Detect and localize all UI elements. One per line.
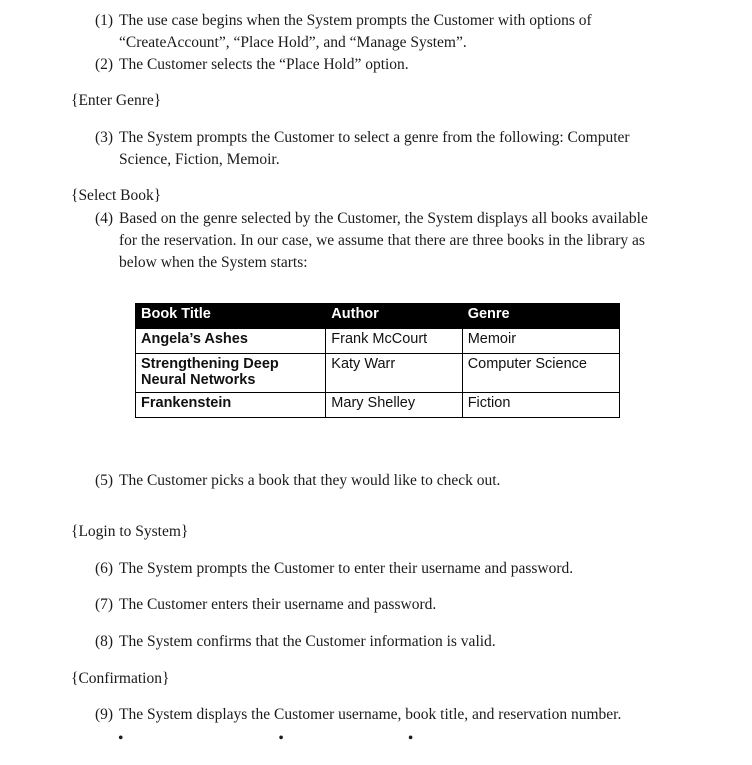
step-text-line: The use case begins when the System prompts the Customer with options of bbox=[119, 12, 592, 29]
step-number: (2) bbox=[95, 56, 114, 73]
step-text-line: The System prompts the Customer to enter their username and password. bbox=[119, 560, 574, 577]
step-number: (3) bbox=[95, 129, 114, 146]
step-5 bbox=[95, 470, 735, 492]
step-2 bbox=[95, 54, 735, 76]
step-text-line: The System confirms that the Customer information is valid. bbox=[119, 633, 496, 650]
cell-author: Katy Warr bbox=[326, 354, 462, 393]
step-text-line: The System displays the Customer username, book title, and reservation number. bbox=[119, 706, 622, 723]
step-6 bbox=[95, 558, 735, 580]
step-number: (8) bbox=[95, 633, 114, 650]
cell-genre: Fiction bbox=[462, 393, 619, 418]
step-text-line: Based on the genre selected by the Customer, the System displays all books available bbox=[119, 210, 648, 227]
cell-book-title: Strengthening Deep Neural Networks bbox=[136, 354, 326, 393]
step-number: (6) bbox=[95, 560, 114, 577]
section-heading-login: {Login to System} bbox=[71, 523, 189, 540]
step-4 bbox=[95, 208, 735, 274]
section-heading-select-book: {Select Book} bbox=[71, 187, 162, 204]
table-row bbox=[136, 393, 620, 418]
step-number: (9) bbox=[95, 706, 114, 723]
table-row bbox=[136, 354, 620, 393]
step-text-line: The Customer selects the “Place Hold” option. bbox=[119, 56, 409, 73]
step-text-line: “CreateAccount”, “Place Hold”, and “Manage System”. bbox=[119, 34, 467, 51]
section-heading-enter-genre: {Enter Genre} bbox=[71, 92, 162, 109]
column-header-author: Author bbox=[326, 304, 462, 329]
step-8 bbox=[95, 631, 735, 653]
step-text-line: Science, Fiction, Memoir. bbox=[119, 151, 280, 168]
step-number: (1) bbox=[95, 12, 114, 29]
books-table bbox=[135, 303, 620, 418]
cell-genre: Computer Science bbox=[462, 354, 619, 393]
table-row bbox=[136, 329, 620, 354]
cell-genre: Memoir bbox=[462, 329, 619, 354]
cell-author: Mary Shelley bbox=[326, 393, 462, 418]
step-9 bbox=[95, 704, 735, 726]
cell-author: Frank McCourt bbox=[326, 329, 462, 354]
column-header-book-title: Book Title bbox=[136, 304, 326, 329]
step-number: (7) bbox=[95, 596, 114, 613]
step-text-line: The Customer picks a book that they would like to check out. bbox=[119, 472, 501, 489]
clipped-text-fragment: • • • bbox=[118, 730, 414, 747]
step-3 bbox=[95, 127, 735, 171]
step-text-line: The Customer enters their username and password. bbox=[119, 596, 437, 613]
section-heading-confirmation: {Confirmation} bbox=[71, 670, 170, 687]
step-1 bbox=[95, 10, 735, 54]
step-number: (5) bbox=[95, 472, 114, 489]
table-header-row bbox=[136, 304, 620, 329]
step-number: (4) bbox=[95, 210, 114, 227]
step-text-line: below when the System starts: bbox=[119, 254, 308, 271]
step-text-line: for the reservation. In our case, we assume that there are three books in the library as bbox=[119, 232, 645, 249]
step-text-line: The System prompts the Customer to select a genre from the following: Computer bbox=[119, 129, 630, 146]
column-header-genre: Genre bbox=[462, 304, 619, 329]
step-7 bbox=[95, 594, 735, 616]
cell-book-title: Angela’s Ashes bbox=[136, 329, 326, 354]
cell-book-title: Frankenstein bbox=[136, 393, 326, 418]
